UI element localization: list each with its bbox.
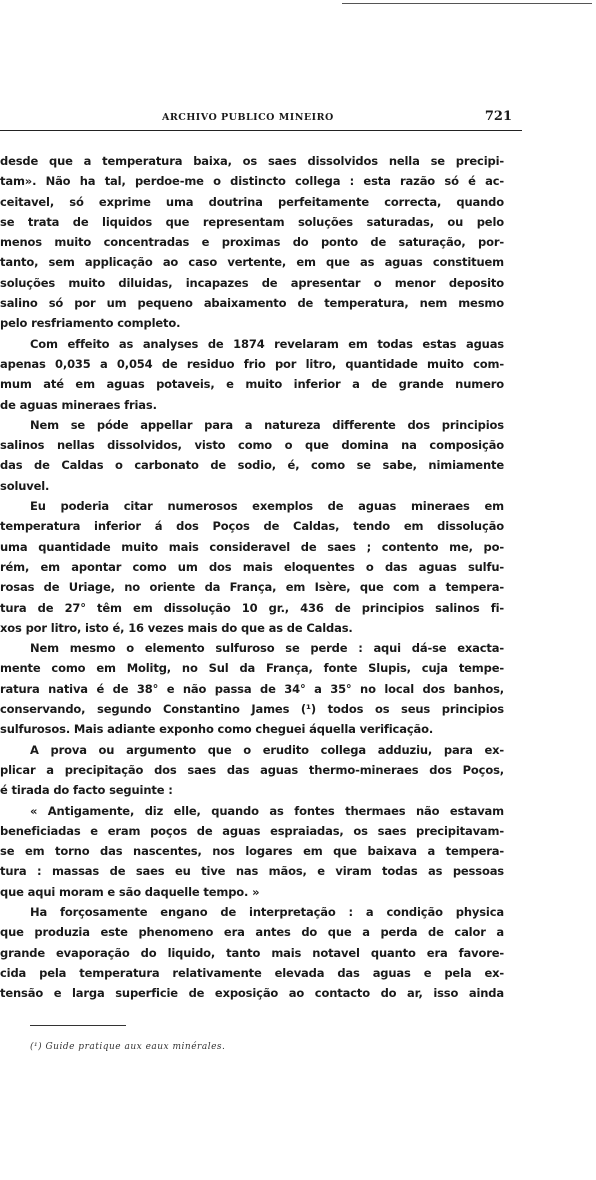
running-header bbox=[0, 109, 522, 125]
text-line: ceitavel, só exprime uma doutrina perfeitamente correcta, quando bbox=[0, 194, 504, 209]
text-line: tura : massas de saes eu tive nas mãos, e viram todas as pessoas bbox=[0, 864, 504, 879]
text-line: rém, em apontar como um dos mais eloquentes o das aguas sulfu- bbox=[0, 559, 504, 574]
text-line: Nem se póde appellar para a natureza differente dos principios bbox=[30, 417, 504, 432]
text-line: Ha forçosamente engano de interpretação : a condição physica bbox=[30, 904, 504, 919]
text-line: beneficiadas e eram poços de aguas espraiadas, os saes precipitavam- bbox=[0, 823, 504, 838]
text-line: A prova ou argumento que o erudito collega adduziu, para ex- bbox=[30, 742, 504, 757]
text-line: tensão e larga superficie de exposição ao contacto do ar, isso ainda bbox=[0, 986, 504, 1001]
text-line: das de Caldas o carbonato de sodio, é, como se sabe, nimiamente bbox=[0, 458, 504, 473]
text-line: xos por litro, isto é, 16 vezes mais do que as de Caldas. bbox=[0, 620, 353, 635]
text-line: cida pela temperatura relativamente elevada das aguas e pela ex- bbox=[0, 965, 504, 980]
text-line: desde que a temperatura baixa, os saes dissolvidos nella se precipi- bbox=[0, 154, 504, 168]
text-line: se trata de liquidos que representam soluções saturadas, ou pelo bbox=[0, 214, 504, 229]
text-line: mum até em aguas potaveis, e muito inferior a de grande numero bbox=[0, 377, 504, 392]
top-edge-rule bbox=[342, 3, 592, 4]
text-line: é tirada do facto seguinte : bbox=[0, 783, 173, 798]
text-line: salinos nellas dissolvidos, visto como o que domina na composição bbox=[0, 438, 504, 453]
running-header-title: ARCHIVO PUBLICO MINEIRO bbox=[162, 112, 334, 123]
text-line: soluvel. bbox=[0, 478, 50, 493]
text-line: de aguas mineraes frias. bbox=[0, 397, 157, 412]
text-line: se em torno das nascentes, nos logares em que baixava a tempera- bbox=[0, 844, 504, 859]
text-line: mente como em Molitg, no Sul da França, fonte Slupis, cuja tempe- bbox=[0, 661, 504, 676]
text-line: soluções muito diluidas, incapazes de apresentar o menor deposito bbox=[0, 275, 504, 290]
text-line: salino só por um pequeno abaixamento de temperatura, nem mesmo bbox=[0, 296, 504, 311]
text-line: que aqui moram e são daquelle tempo. » bbox=[0, 884, 260, 899]
text-line: Eu poderia citar numerosos exemplos de aguas mineraes em bbox=[30, 499, 504, 514]
text-line: apenas 0,035 a 0,054 de residuo frio por litro, quantidade muito com- bbox=[0, 356, 504, 371]
text-line: que produzia este phenomeno era antes do que a perda de calor a bbox=[0, 925, 504, 940]
footnote-rule bbox=[30, 1025, 126, 1026]
text-line: plicar a precipitação dos saes das aguas thermo-mineraes dos Poços, bbox=[0, 762, 504, 777]
text-line: Nem mesmo o elemento sulfuroso se perde : aqui dá-se exacta- bbox=[30, 641, 504, 656]
footnote: (¹) Guide pratique aux eaux minérales. bbox=[30, 1042, 226, 1052]
page-number: 721 bbox=[484, 109, 512, 124]
text-line: sulfurosos. Mais adiante exponho como cheguei áquella verificação. bbox=[0, 722, 434, 737]
text-line: tanto, sem applicação ao caso vertente, em que as aguas constituem bbox=[0, 255, 504, 270]
text-line: tura de 27° têm em dissolução 10 gr., 436 de principios salinos fi- bbox=[0, 600, 504, 615]
text-line: uma quantidade muito mais consideravel de saes ; contento me, po- bbox=[0, 539, 504, 554]
text-line: « Antigamente, diz elle, quando as fontes thermaes não estavam bbox=[30, 803, 504, 818]
text-line: conservando, segundo Constantino James (¹) todos os seus principios bbox=[0, 702, 504, 717]
text-line: Com effeito as analyses de 1874 revelaram em todas estas aguas bbox=[30, 336, 504, 351]
text-line: ratura nativa é de 38° e não passa de 34° a 35° no local dos banhos, bbox=[0, 681, 504, 696]
text-line: rosas de Uriage, no oriente da França, em Isère, que com a tempera- bbox=[0, 580, 504, 595]
text-line: menos muito concentradas e proximas do ponto de saturação, por- bbox=[0, 235, 504, 250]
text-line: pelo resfriamento completo. bbox=[0, 316, 181, 331]
text-line: temperatura inferior á dos Poços de Caldas, tendo em dissolução bbox=[0, 519, 504, 534]
text-line: tam». Não ha tal, perdoe-me o distincto collega : esta razão só é ac- bbox=[0, 174, 504, 189]
text-line: grande evaporação do liquido, tanto mais notavel quanto era favore- bbox=[0, 945, 504, 960]
body-text bbox=[0, 151, 504, 1003]
header-rule bbox=[0, 130, 522, 131]
